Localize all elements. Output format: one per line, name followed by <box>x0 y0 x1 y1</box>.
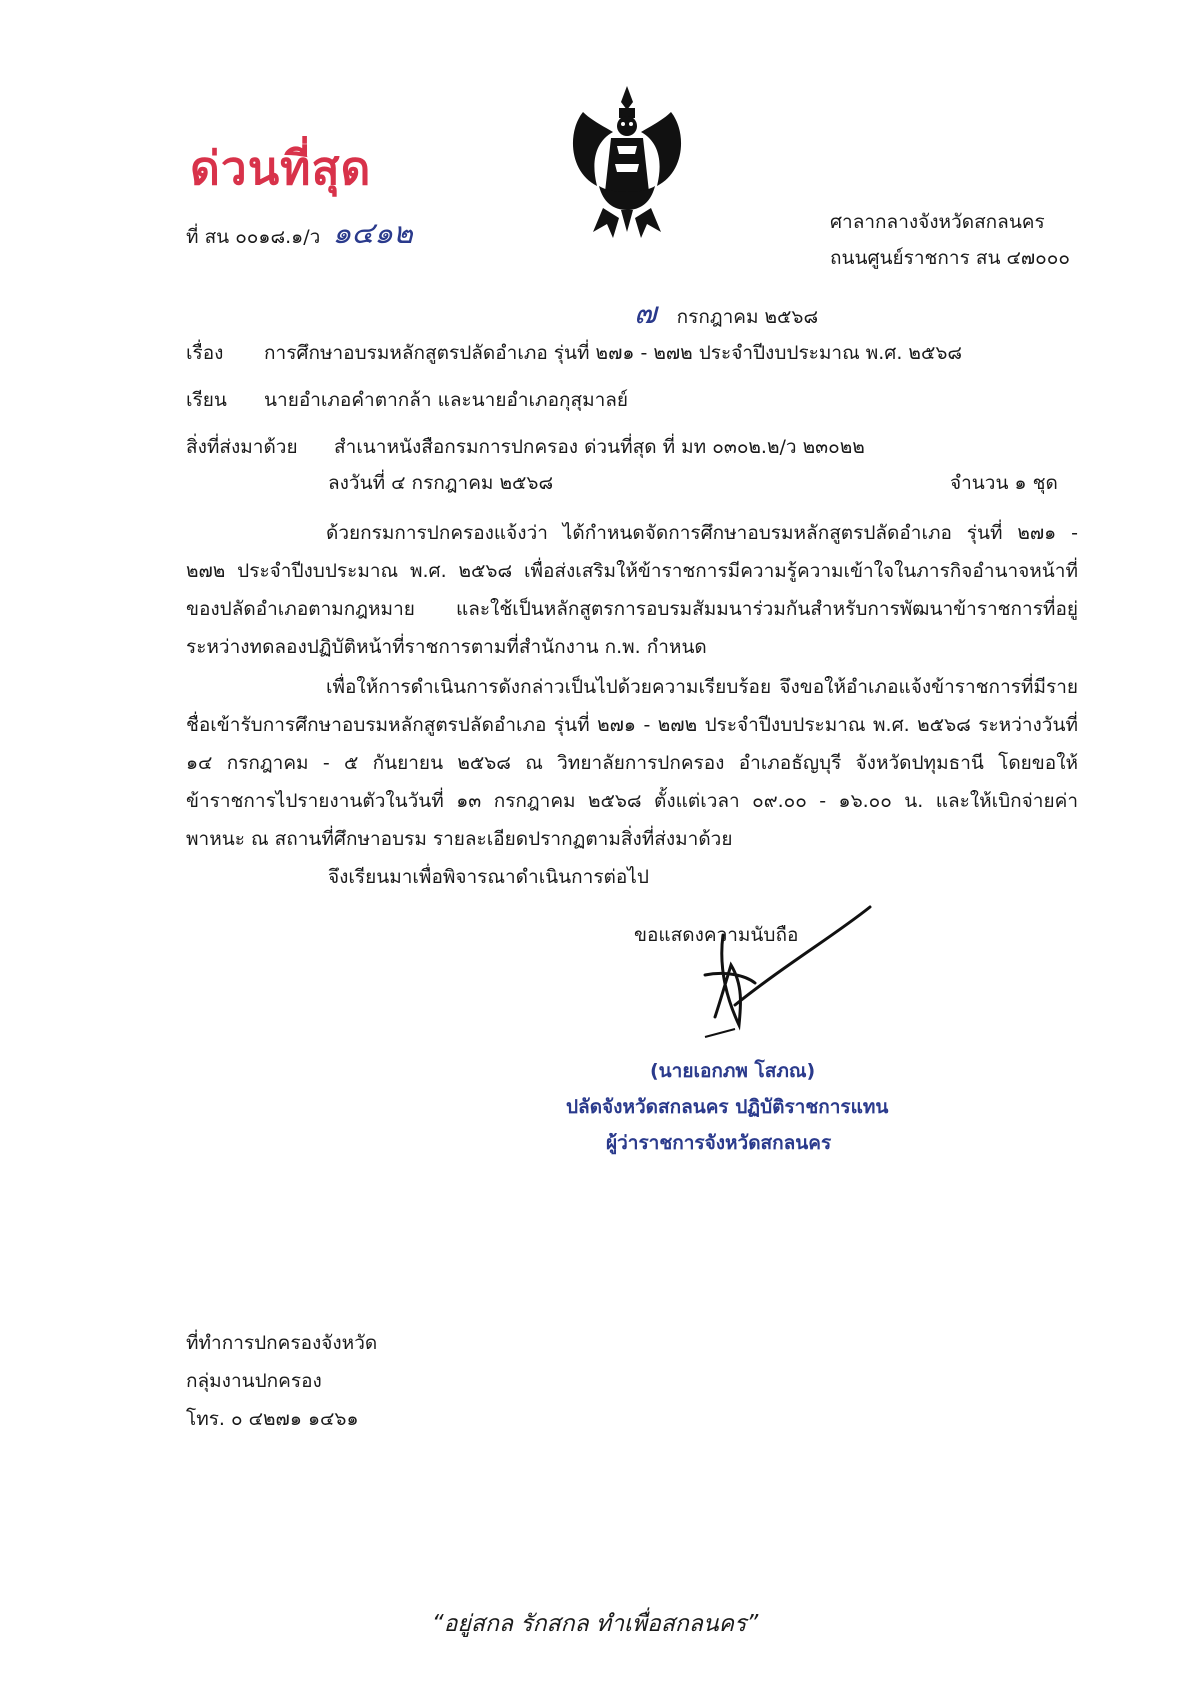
enclosure-date: ลงวันที่ ๔ กรกฎาคม ๒๕๖๘ <box>328 472 554 494</box>
regards-text: ขอแสดงความนับถือ <box>634 924 799 946</box>
subject-text: การศึกษาอบรมหลักสูตรปลัดอำเภอ รุ่นที่ ๒๗๑ - ๒๗๒ ประจำปีงบประมาณ พ.ศ. ๒๕๖๘ <box>264 342 963 364</box>
body-paragraph-1: ด้วยกรมการปกครองแจ้งว่า ได้กำหนดจัดการศึกษาอบรมหลักสูตรปลัดอำเภอ รุ่นที่ ๒๗๑ - ๒๗๒ ประจำปีงบประมาณ พ.ศ. ๒๕๖๘ เพื่อส่งเสริมให้ข้าราชการมีความรู้ความเข้าใจในภารกิจอำนาจหน้าที่ของปลัดอำเภอตามกฎหมาย และใช้เป็นหลักสูตรการอบรมสัมมนาร่วมกันสำหรับการพัฒนาข้าราชการที่อยู่ระหว่างทดลองปฏิบัติหน้าที่ราชการตามที่สำนักงาน ก.พ. กำหนด <box>186 522 1078 658</box>
contact-department: ที่ทำการปกครองจังหวัด <box>186 1332 378 1354</box>
body-paragraph-2: เพื่อให้การดำเนินการดังกล่าวเป็นไปด้วยความเรียบร้อย จึงขอให้อำเภอแจ้งข้าราชการที่มีรายชื่อเข้ารับการศึกษาอบรมหลักสูตรปลัดอำเภอ รุ่นที่ ๒๗๑ - ๒๗๒ ประจำปีงบประมาณ พ.ศ. ๒๕๖๘ ระหว่างวันที่ ๑๔ กรกฎาคม - ๕ กันยายน ๒๕๖๘ ณ วิทยาลัยการปกครอง อำเภอธัญบุรี จังหวัดปทุมธานี โดยขอให้ข้าราชการไปรายงานตัวในวันที่ ๑๓ กรกฎาคม ๒๕๖๘ ตั้งแต่เวลา ๐๙.๐๐ - ๑๖.๐๐ น. และให้เบิกจ่ายค่าพาหนะ ณ สถานที่ศึกษาอบรม รายละเอียดปรากฏตามสิ่งที่ส่งมาด้วย <box>186 676 1078 850</box>
office-address-line2: ถนนศูนย์ราชการ สน ๔๗๐๐๐ <box>830 247 1070 269</box>
subject-line <box>186 338 962 368</box>
handwritten-signature-icon <box>695 905 875 1045</box>
signer-position-1: ปลัดจังหวัดสกลนคร ปฏิบัติราชการแทน <box>566 1096 889 1118</box>
date-month-year: กรกฎาคม ๒๕๖๘ <box>676 306 819 328</box>
enclosure-label: สิ่งที่ส่งมาด้วย <box>186 436 298 458</box>
signer-position-2: ผู้ว่าราชการจังหวัดสกลนคร <box>606 1132 832 1154</box>
enclosure-line <box>186 432 865 462</box>
contact-group: กลุ่มงานปกครอง <box>186 1370 322 1392</box>
recipient-text: นายอำเภอคำตากล้า และนายอำเภอกุสุมาลย์ <box>264 389 629 411</box>
contact-phone: โทร. ๐ ๔๒๗๑ ๑๔๖๑ <box>186 1408 359 1430</box>
province-motto: “อยู่สกล รักสกล ทำเพื่อสกลนคร” <box>431 1611 759 1637</box>
garuda-emblem-icon <box>563 82 691 242</box>
enclosure-text: สำเนาหนังสือกรมการปกครอง ด่วนที่สุด ที่ มท ๐๓๐๒.๒/ว ๒๓๐๒๒ <box>334 436 865 458</box>
document-date <box>634 290 818 337</box>
subject-label: เรื่อง <box>186 342 224 364</box>
document-number-handwritten: ๑๔๑๒ <box>332 216 413 251</box>
document-number-prefix: ที่ สน ๐๐๑๘.๑/ว <box>186 226 321 248</box>
recipient-line <box>186 385 628 415</box>
document-number <box>186 210 413 257</box>
recipient-label: เรียน <box>186 389 227 411</box>
date-day-handwritten: ๗ <box>634 296 657 331</box>
urgency-stamp: ด่วนที่สุด <box>190 141 372 195</box>
enclosure-count: จำนวน ๑ ชุด <box>950 472 1058 494</box>
closing-line: จึงเรียนมาเพื่อพิจารณาดำเนินการต่อไป <box>328 866 649 888</box>
office-address-line1: ศาลากลางจังหวัดสกลนคร <box>830 211 1045 233</box>
signer-name: (นายเอกภพ โสภณ) <box>650 1060 816 1082</box>
